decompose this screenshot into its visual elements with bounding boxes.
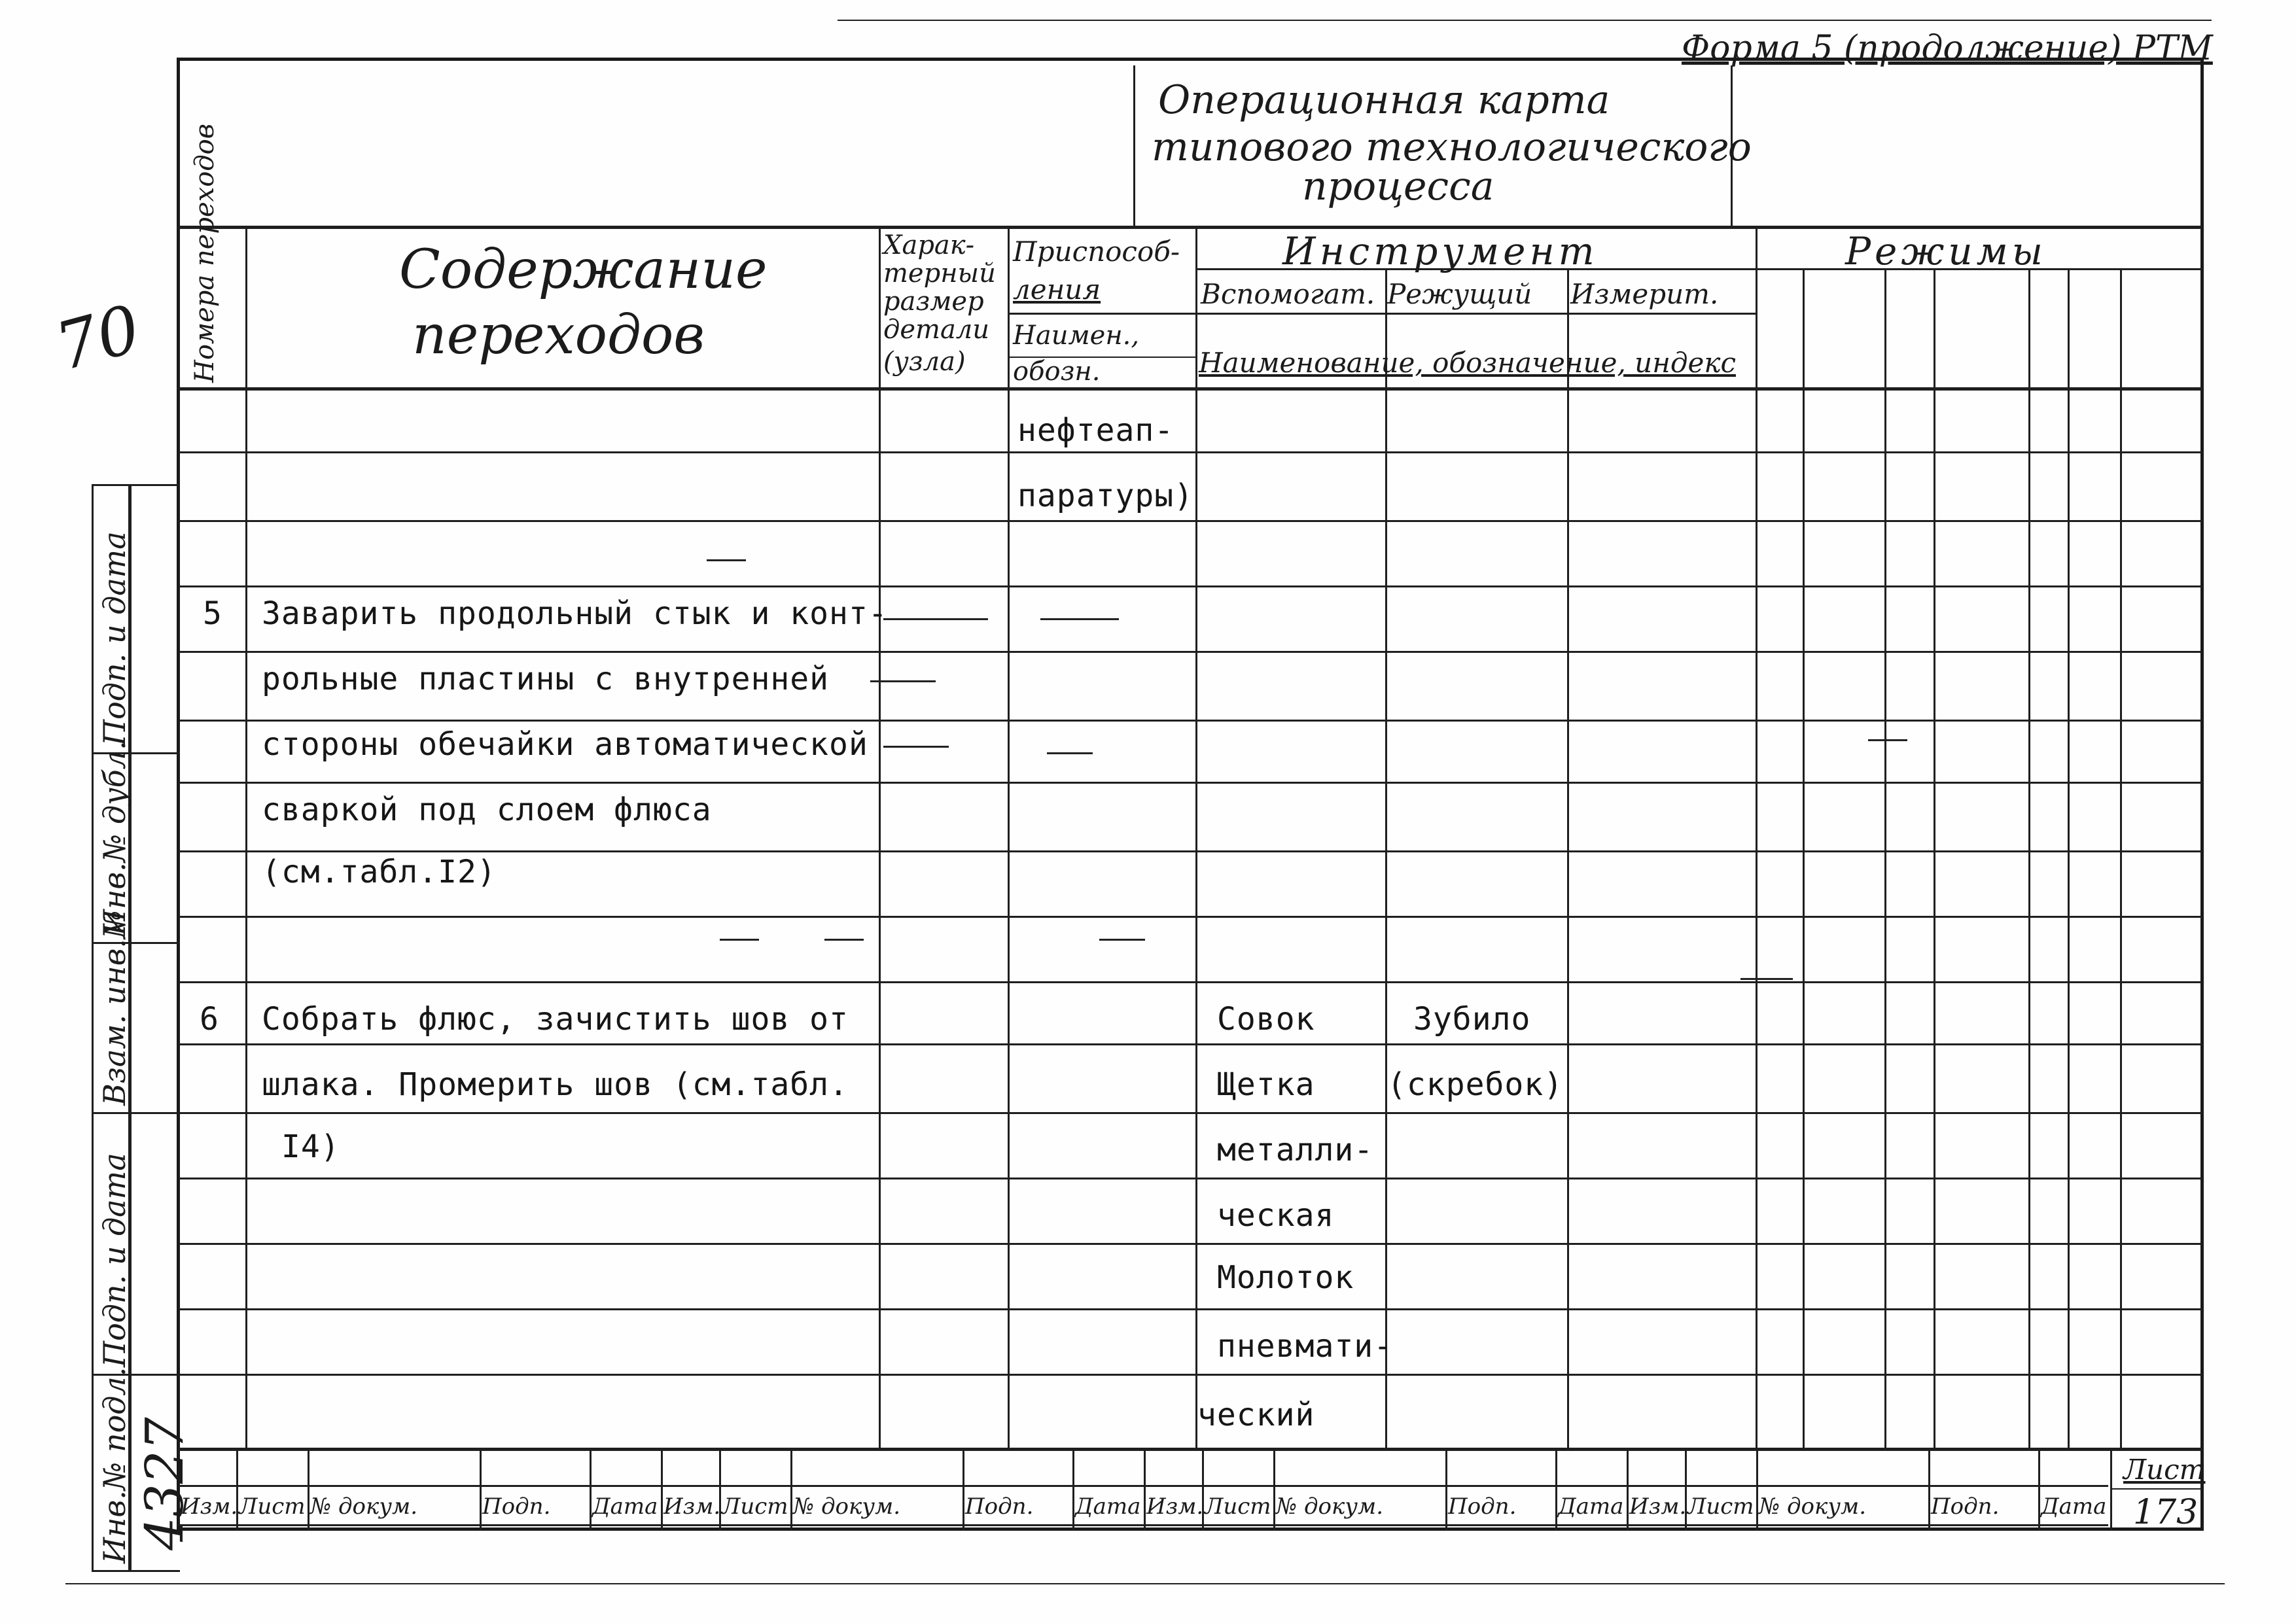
footer-label: № докум. bbox=[1759, 1493, 1867, 1520]
tool-names-header: Наименование, обозначение, индекс bbox=[1199, 347, 1736, 379]
footer-col-line bbox=[1555, 1448, 1557, 1531]
fixture-header-2: ления bbox=[1013, 273, 1101, 305]
footer-label: Дата bbox=[1075, 1493, 1141, 1520]
dash-mark bbox=[720, 939, 759, 941]
aux-tool-6: пневмати- bbox=[1217, 1328, 1394, 1365]
col-line-tool-end bbox=[1756, 226, 1757, 1449]
sheet-label: Лист bbox=[2123, 1454, 2206, 1486]
margin-label-dupl: Инв.№ дубл. bbox=[97, 741, 132, 935]
card-title-line-3: процесса bbox=[1302, 164, 1494, 209]
row-line-11 bbox=[178, 1112, 2202, 1114]
step6-number: 6 bbox=[200, 1001, 219, 1038]
tool-cutting-header: Режущий bbox=[1387, 278, 1532, 310]
content-header-2: переходов bbox=[412, 304, 705, 366]
card-title-line-1: Операционная карта bbox=[1158, 77, 1610, 123]
cutting-tool-1: Зубило bbox=[1413, 1001, 1531, 1038]
cutting-tool-2: (скребок) bbox=[1387, 1066, 1564, 1103]
aux-tool-1: Совок bbox=[1217, 1001, 1315, 1038]
dash-mark bbox=[1868, 739, 1907, 741]
margin-line-left bbox=[92, 484, 94, 1570]
dash-mark bbox=[707, 559, 746, 561]
col-line-mode-6 bbox=[2120, 268, 2122, 1449]
fixture-sub-header-2: обозн. bbox=[1013, 357, 1101, 387]
table-bottom-line bbox=[178, 1448, 2202, 1451]
row-line-10 bbox=[178, 1043, 2202, 1045]
row-line-4 bbox=[178, 651, 2202, 653]
footer-label: Подп. bbox=[965, 1493, 1034, 1520]
step6-line-2: шлака. Промерить шов (см.табл. bbox=[262, 1066, 849, 1103]
footer-col-line bbox=[1273, 1448, 1275, 1531]
col-line-fixture bbox=[1195, 226, 1197, 1449]
footer-col-line bbox=[963, 1448, 964, 1531]
fixture-cell-r2: паратуры) bbox=[1017, 478, 1194, 514]
margin-label-sign-1: Подп. и дата bbox=[97, 531, 132, 746]
step6-line-1: Собрать флюс, зачистить шов от bbox=[262, 1001, 849, 1038]
col-line-mode-5 bbox=[2068, 268, 2070, 1449]
footer-sheet-line bbox=[2110, 1488, 2202, 1490]
sheet-number: 173 bbox=[2133, 1493, 2199, 1532]
row-line-9 bbox=[178, 981, 2202, 983]
footer-label: Изм. bbox=[1629, 1493, 1687, 1520]
row-line-3 bbox=[178, 585, 2202, 587]
footer-col-line bbox=[1072, 1448, 1074, 1531]
footer-col-line bbox=[480, 1448, 482, 1531]
aux-tool-2: Щетка bbox=[1217, 1066, 1315, 1103]
row-line-8 bbox=[178, 916, 2202, 918]
footer-col-line bbox=[1756, 1448, 1758, 1531]
step5-line-5: (см.табл.I2) bbox=[262, 854, 497, 890]
step5-line-1: Заварить продольный стык и конт- bbox=[262, 595, 888, 632]
footer-col-line bbox=[2038, 1448, 2040, 1531]
footer-col-line bbox=[719, 1448, 721, 1531]
margin-label-orig: Инв.№ подл. bbox=[97, 1367, 132, 1563]
aux-tool-3: металли- bbox=[1217, 1132, 1374, 1168]
footer-label: № докум. bbox=[1276, 1493, 1384, 1520]
dash-mark bbox=[870, 680, 936, 682]
step5-line-4: сваркой под слоем флюса bbox=[262, 792, 712, 828]
size-header-1: Харак- bbox=[883, 230, 975, 260]
dash-mark bbox=[1040, 618, 1119, 620]
footer-label: Изм. bbox=[1146, 1493, 1204, 1520]
footer-col-line bbox=[1445, 1448, 1447, 1531]
footer-col-line bbox=[236, 1448, 238, 1531]
footer-col-line bbox=[661, 1448, 663, 1531]
footer-label: Изм. bbox=[663, 1493, 721, 1520]
margin-inv-number: 4327 bbox=[134, 1417, 195, 1550]
footer-col-line bbox=[1202, 1448, 1204, 1531]
size-header-4: детали bbox=[883, 315, 990, 345]
dash-mark bbox=[1740, 978, 1793, 980]
dash-mark bbox=[1099, 939, 1145, 941]
row-line-2 bbox=[178, 520, 2202, 522]
fixture-header-1: Приспособ- bbox=[1013, 236, 1180, 268]
size-header-2: терный bbox=[883, 258, 996, 288]
footer-label: Подп. bbox=[482, 1493, 551, 1520]
footer-label: Подп. bbox=[1448, 1493, 1517, 1520]
aux-tool-7: ческий bbox=[1197, 1397, 1315, 1433]
step6-line-3: I4) bbox=[281, 1128, 340, 1165]
header-bottom-line bbox=[178, 387, 2202, 391]
bottom-rule bbox=[65, 1583, 2225, 1584]
modes-header: Режимы bbox=[1845, 229, 2047, 273]
form-label: Форма 5 (продолжение) РТМ bbox=[1682, 29, 2213, 68]
step5-number: 5 bbox=[203, 595, 222, 632]
col-line-mode-2 bbox=[1884, 268, 1886, 1449]
col-line-mode-4 bbox=[2028, 268, 2030, 1449]
fixture-cell-r1: нефтеап- bbox=[1017, 412, 1174, 449]
row-line-12 bbox=[178, 1178, 2202, 1179]
footer-col-line bbox=[790, 1448, 792, 1531]
tool-header: Инструмент bbox=[1282, 229, 1598, 273]
margin-div-3 bbox=[92, 1112, 180, 1114]
footer-col-line bbox=[1928, 1448, 1930, 1531]
footer-col-line bbox=[1627, 1448, 1629, 1531]
dash-mark bbox=[824, 939, 864, 941]
dash-mark bbox=[883, 618, 988, 620]
col-line-cut bbox=[1567, 268, 1569, 1449]
footer-label: Подп. bbox=[1931, 1493, 2000, 1520]
footer-label: № докум. bbox=[310, 1493, 418, 1520]
aux-tool-4: ческая bbox=[1217, 1197, 1335, 1234]
content-header-1: Содержание bbox=[399, 239, 768, 301]
footer-label: Лист bbox=[1687, 1493, 1754, 1520]
col-line-num bbox=[245, 226, 247, 1449]
footer-label: № докум. bbox=[793, 1493, 901, 1520]
footer-col-line bbox=[1685, 1448, 1687, 1531]
title-box-left bbox=[1133, 65, 1135, 229]
row-line-14 bbox=[178, 1308, 2202, 1310]
tool-aux-header: Вспомогат. bbox=[1201, 278, 1375, 310]
col-line-content bbox=[879, 226, 881, 1449]
row-line-1 bbox=[178, 451, 2202, 453]
row-line-6 bbox=[178, 782, 2202, 784]
size-header-5: (узла) bbox=[883, 347, 966, 377]
footer-label: Лист bbox=[722, 1493, 788, 1520]
footer-label: Изм. bbox=[181, 1493, 238, 1520]
size-header-3: размер bbox=[883, 287, 984, 317]
row-line-15 bbox=[178, 1374, 2202, 1376]
col-line-mode-3 bbox=[1934, 268, 1935, 1449]
footer-col-line bbox=[308, 1448, 309, 1531]
card-title-line-2: типового технологического bbox=[1152, 124, 1752, 170]
footer-line-2 bbox=[178, 1524, 2108, 1526]
aux-tool-5: Молоток bbox=[1217, 1259, 1354, 1296]
footer-line-1 bbox=[178, 1485, 2108, 1487]
col-line-aux bbox=[1385, 268, 1387, 1449]
margin-bottom bbox=[92, 1570, 180, 1572]
footer-col-line bbox=[590, 1448, 592, 1531]
side-number: 70 bbox=[48, 290, 149, 386]
footer-label: Лист bbox=[1205, 1493, 1271, 1520]
margin-label-sign-2: Подп. и дата bbox=[97, 1153, 132, 1367]
dash-mark bbox=[883, 746, 949, 748]
header-tool-sub-divider bbox=[1008, 313, 1756, 315]
footer-label: Лист bbox=[239, 1493, 306, 1520]
footer-col-line bbox=[1144, 1448, 1146, 1531]
tool-measuring-header: Измерит. bbox=[1570, 278, 1719, 310]
top-rule bbox=[838, 20, 2212, 21]
dash-mark bbox=[1047, 752, 1093, 754]
step5-line-3: стороны обечайки автоматической bbox=[262, 726, 868, 763]
footer-label: Дата bbox=[2041, 1493, 2107, 1520]
step5-line-2: рольные пластины с внутренней bbox=[262, 661, 830, 697]
fixture-sub-header-1: Наимен., bbox=[1013, 321, 1140, 351]
margin-top bbox=[92, 484, 180, 486]
row-line-13 bbox=[178, 1243, 2202, 1245]
row-line-7 bbox=[178, 850, 2202, 852]
margin-label-replace: Взам. инв.№ bbox=[97, 910, 132, 1106]
col-line-mode-1 bbox=[1803, 268, 1805, 1449]
col-line-size bbox=[1008, 226, 1010, 1449]
footer-label: Дата bbox=[1558, 1493, 1624, 1520]
row-line-5 bbox=[178, 720, 2202, 722]
step-numbers-header: Номера переходов bbox=[190, 123, 220, 383]
footer-label: Дата bbox=[592, 1493, 658, 1520]
